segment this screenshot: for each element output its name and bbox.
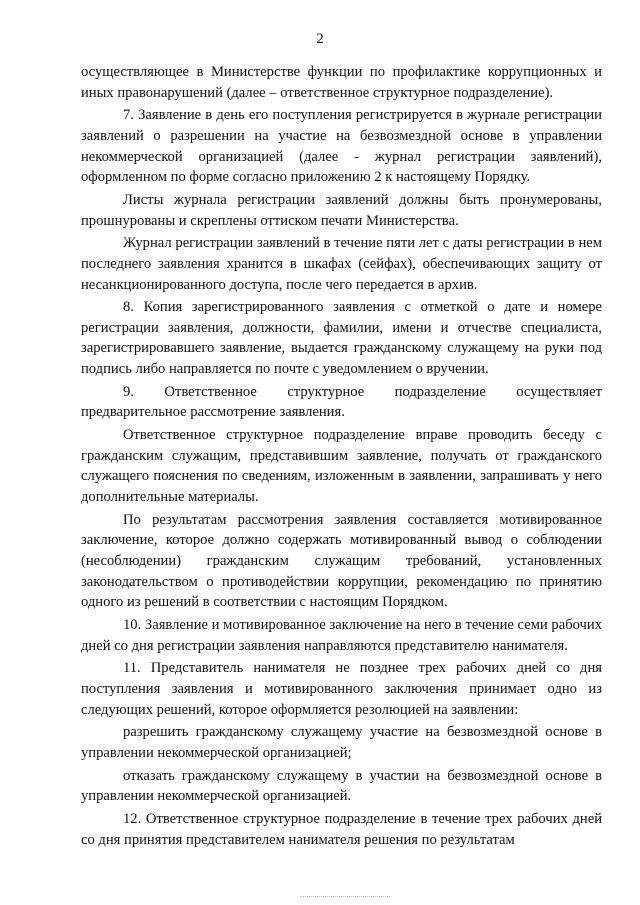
paragraph-journal-storage: Журнал регистрации заявлений в течение пяти лет с даты регистрации в нем последнего заявления хранится в шкафах (сейфах), обеспечивающих защиту от несанкционированного доступа, после чего передается в архив.: [81, 235, 602, 293]
paragraph-item-7: 7. Заявление в день его поступления регистрируется в журнале регистрации заявлений о разрешении на участие на безвозмездной основе в управлении некоммерческой организацией (далее - журнал регистрации заявлений), оформленном по форме согласно приложению 2 к настоящему Порядку.: [81, 107, 602, 186]
paragraph-item-10: 10. Заявление и мотивированное заключение на него в течение семи рабочих дней со дня регистрации заявления направляются представителю нанимателя.: [81, 616, 602, 654]
page-number: 2: [316, 31, 324, 47]
scan-artifact: [300, 896, 390, 899]
paragraph-item-9: 9. Ответственное структурное подразделение осуществляет предварительное рассмотрение заявления.: [81, 383, 602, 421]
paragraph-continuation: осуществляющее в Министерстве функции по профилактике коррупционных и иных правонарушений (далее – ответственное структурное подразделение).: [81, 64, 602, 101]
paragraph-item-11: 11. Представитель нанимателя не позднее трех рабочих дней со дня поступления заявления и мотивированного заключения принимает одно из следующих решений, которое оформляется резолюцией на заявлении:: [81, 660, 602, 718]
paragraph-decision-refuse: отказать гражданскому служащему в участии на безвозмездной основе в управлении некоммерческой организацией.: [81, 767, 602, 805]
paragraph-conclusion: По результатам рассмотрения заявления составляется мотивированное заключение, которое должно содержать мотивированный вывод о соблюдении (несоблюдении) гражданским служащим требований, установленных законодательством о противодействии коррупции, рекомендацию по принятию одного из решений в соответствии с настоящим Порядком.: [81, 511, 602, 611]
paragraph-item-12: 12. Ответственное структурное подразделение в течение трех рабочих дней со дня принятия представителем нанимателя решения по результатам: [81, 811, 602, 848]
paragraph-decision-allow: разрешить гражданскому служащему участие на безвозмездной основе в управлении некоммерческой организацией;: [81, 724, 602, 761]
paragraph-interview: Ответственное структурное подразделение вправе проводить беседу с гражданским служащим, представившим заявление, получать от гражданского служащего пояснения по сведениям, изложенным в заявлении, запрашивать у него дополнительные материалы.: [81, 427, 602, 505]
paragraph-journal-sheets: Листы журнала регистрации заявлений должны быть пронумерованы, прошнурованы и скреплены оттиском печати Министерства.: [81, 191, 602, 229]
document-body: [81, 62, 602, 852]
paragraph-item-8: 8. Копия зарегистрированного заявления с отметкой о дате и номере регистрации заявления, должности, фамилии, имени и отчестве специалиста, зарегистрировавшего заявление, выдается гражданскому служащему на руки под подпись либо направляется по почте с уведомлением о вручении.: [81, 299, 602, 378]
